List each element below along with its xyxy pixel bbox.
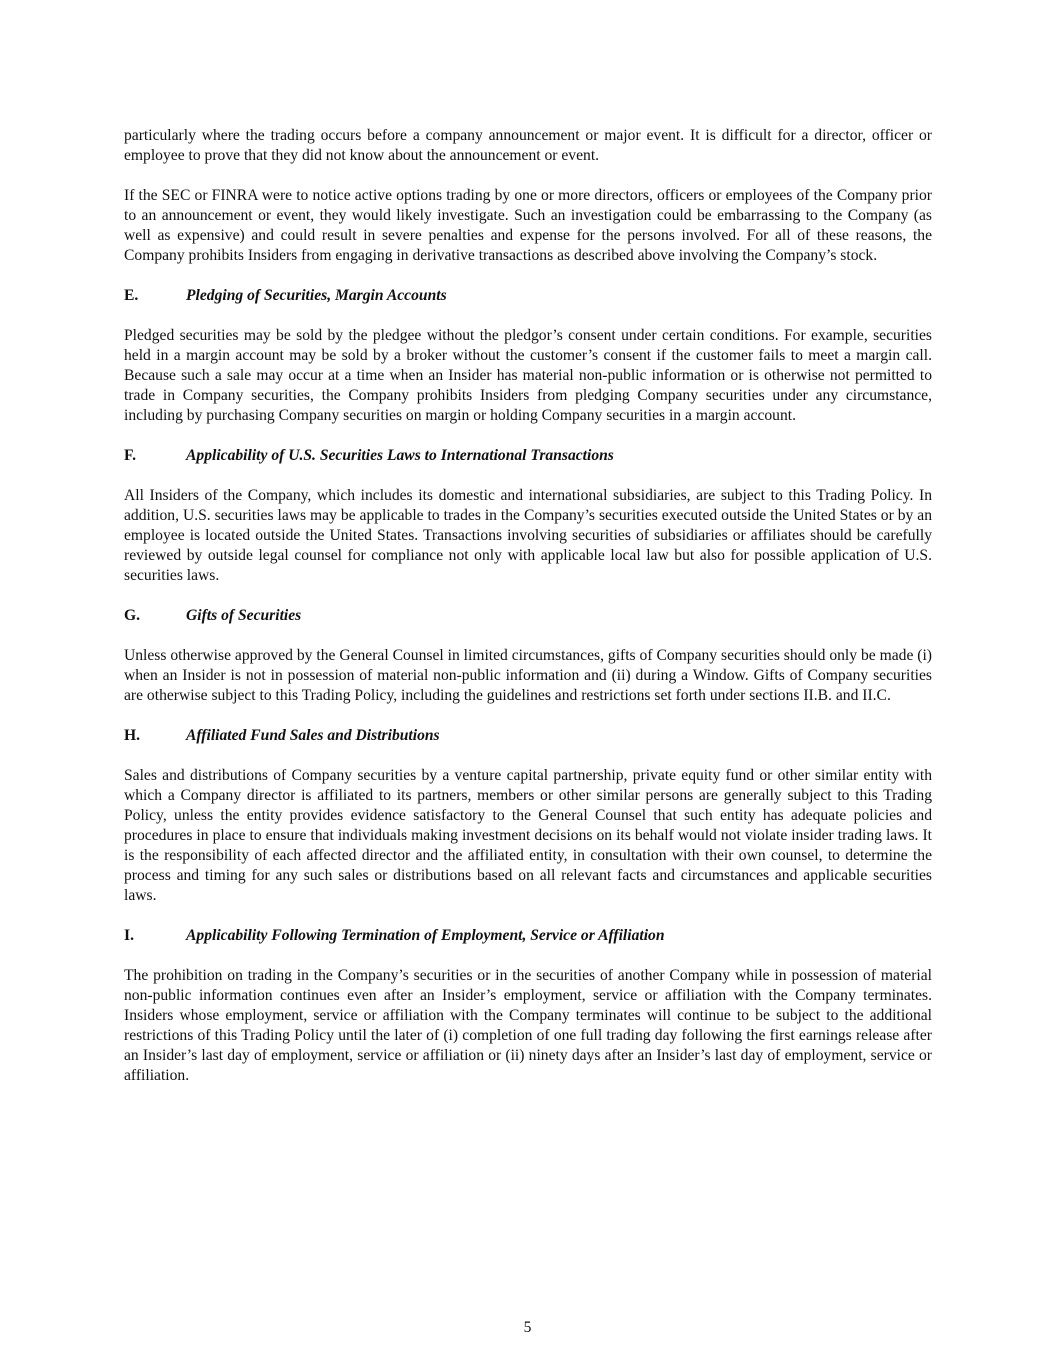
section-title: Affiliated Fund Sales and Distributions <box>186 727 440 744</box>
section-letter: G. <box>124 607 141 624</box>
intro-paragraph-2: If the SEC or FINRA were to notice active options trading by one or more directors, officers or employees of the Company prior to an announcement or event, they would likely investigate. Such an investigation could be embarrassing to the Company (as well as expensive) and could result in severe penalties and expense for the persons involved. For all of these reasons, the Company prohibits Insiders from engaging in derivative transactions as described above involving the Company’s stock. <box>124 187 932 264</box>
section-letter: H. <box>124 727 141 744</box>
document-page <box>124 126 932 1106</box>
section-letter: E. <box>124 287 139 304</box>
intro-paragraph-1: particularly where the trading occurs before a company announcement or major event. It is difficult for a director, officer or employee to prove that they did not know about the announcement or event. <box>124 127 932 164</box>
section-title: Gifts of Securities <box>186 607 302 624</box>
section-body-e: Pledged securities may be sold by the pledgee without the pledgor’s consent under certain conditions. For example, securities held in a margin account may be sold by a broker without the customer’s consent if the customer fails to meet a margin call. Because such a sale may occur at a time when an Insider has material non-public information or is otherwise not permitted to trade in Company securities, the Company prohibits Insiders from pledging Company securities under any circumstance, including by purchasing Company securities on margin or holding Company securities in a margin account. <box>124 327 932 424</box>
section-heading-f <box>124 446 932 466</box>
section-heading-i <box>124 926 932 946</box>
section-body-f: All Insiders of the Company, which includes its domestic and international subsidiaries, are subject to this Trading Policy. In addition, U.S. securities laws may be applicable to trades in the Company’s securities executed outside the United States or by an employee is located outside the United States. Transactions involving securities of subsidiaries or affiliates should be carefully reviewed by outside legal counsel for compliance not only with applicable local law but also for possible application of U.S. securities laws. <box>124 487 932 584</box>
section-letter: F. <box>124 447 136 464</box>
section-heading-h <box>124 726 932 746</box>
section-heading-e <box>124 286 932 306</box>
section-title: Applicability Following Termination of Employment, Service or Affiliation <box>186 927 665 944</box>
section-title: Applicability of U.S. Securities Laws to International Transactions <box>186 447 614 464</box>
page-number: 5 <box>523 1319 532 1336</box>
section-letter: I. <box>124 927 134 944</box>
section-body-h: Sales and distributions of Company securities by a venture capital partnership, private equity fund or other similar entity with which a Company director is affiliated to its partners, members or other similar persons are generally subject to this Trading Policy, unless the entity provides evidence satisfactory to the General Counsel that such entity has adequate policies and procedures in place to ensure that individuals making investment decisions on its behalf would not violate insider trading laws. It is the responsibility of each affected director and the affiliated entity, in consultation with their own counsel, to determine the process and timing for any such sales or distributions based on all relevant facts and circumstances and applicable securities laws. <box>124 767 932 904</box>
section-body-g: Unless otherwise approved by the General Counsel in limited circumstances, gifts of Company securities should only be made (i) when an Insider is not in possession of material non-public information and (ii) during a Window. Gifts of Company securities are otherwise subject to this Trading Policy, including the guidelines and restrictions set forth under sections II.B. and II.C. <box>124 647 932 704</box>
section-body-i: The prohibition on trading in the Company’s securities or in the securities of another Company while in possession of material non-public information continues even after an Insider’s employment, service or affiliation with the Company terminates. Insiders whose employment, service or affiliation with the Company terminates will continue to be subject to the additional restrictions of this Trading Policy until the later of (i) completion of one full trading day following the first earnings release after an Insider’s last day of employment, service or affiliation or (ii) ninety days after an Insider’s last day of employment, service or affiliation. <box>124 967 932 1084</box>
section-heading-g <box>124 606 932 626</box>
section-title: Pledging of Securities, Margin Accounts <box>186 287 447 304</box>
